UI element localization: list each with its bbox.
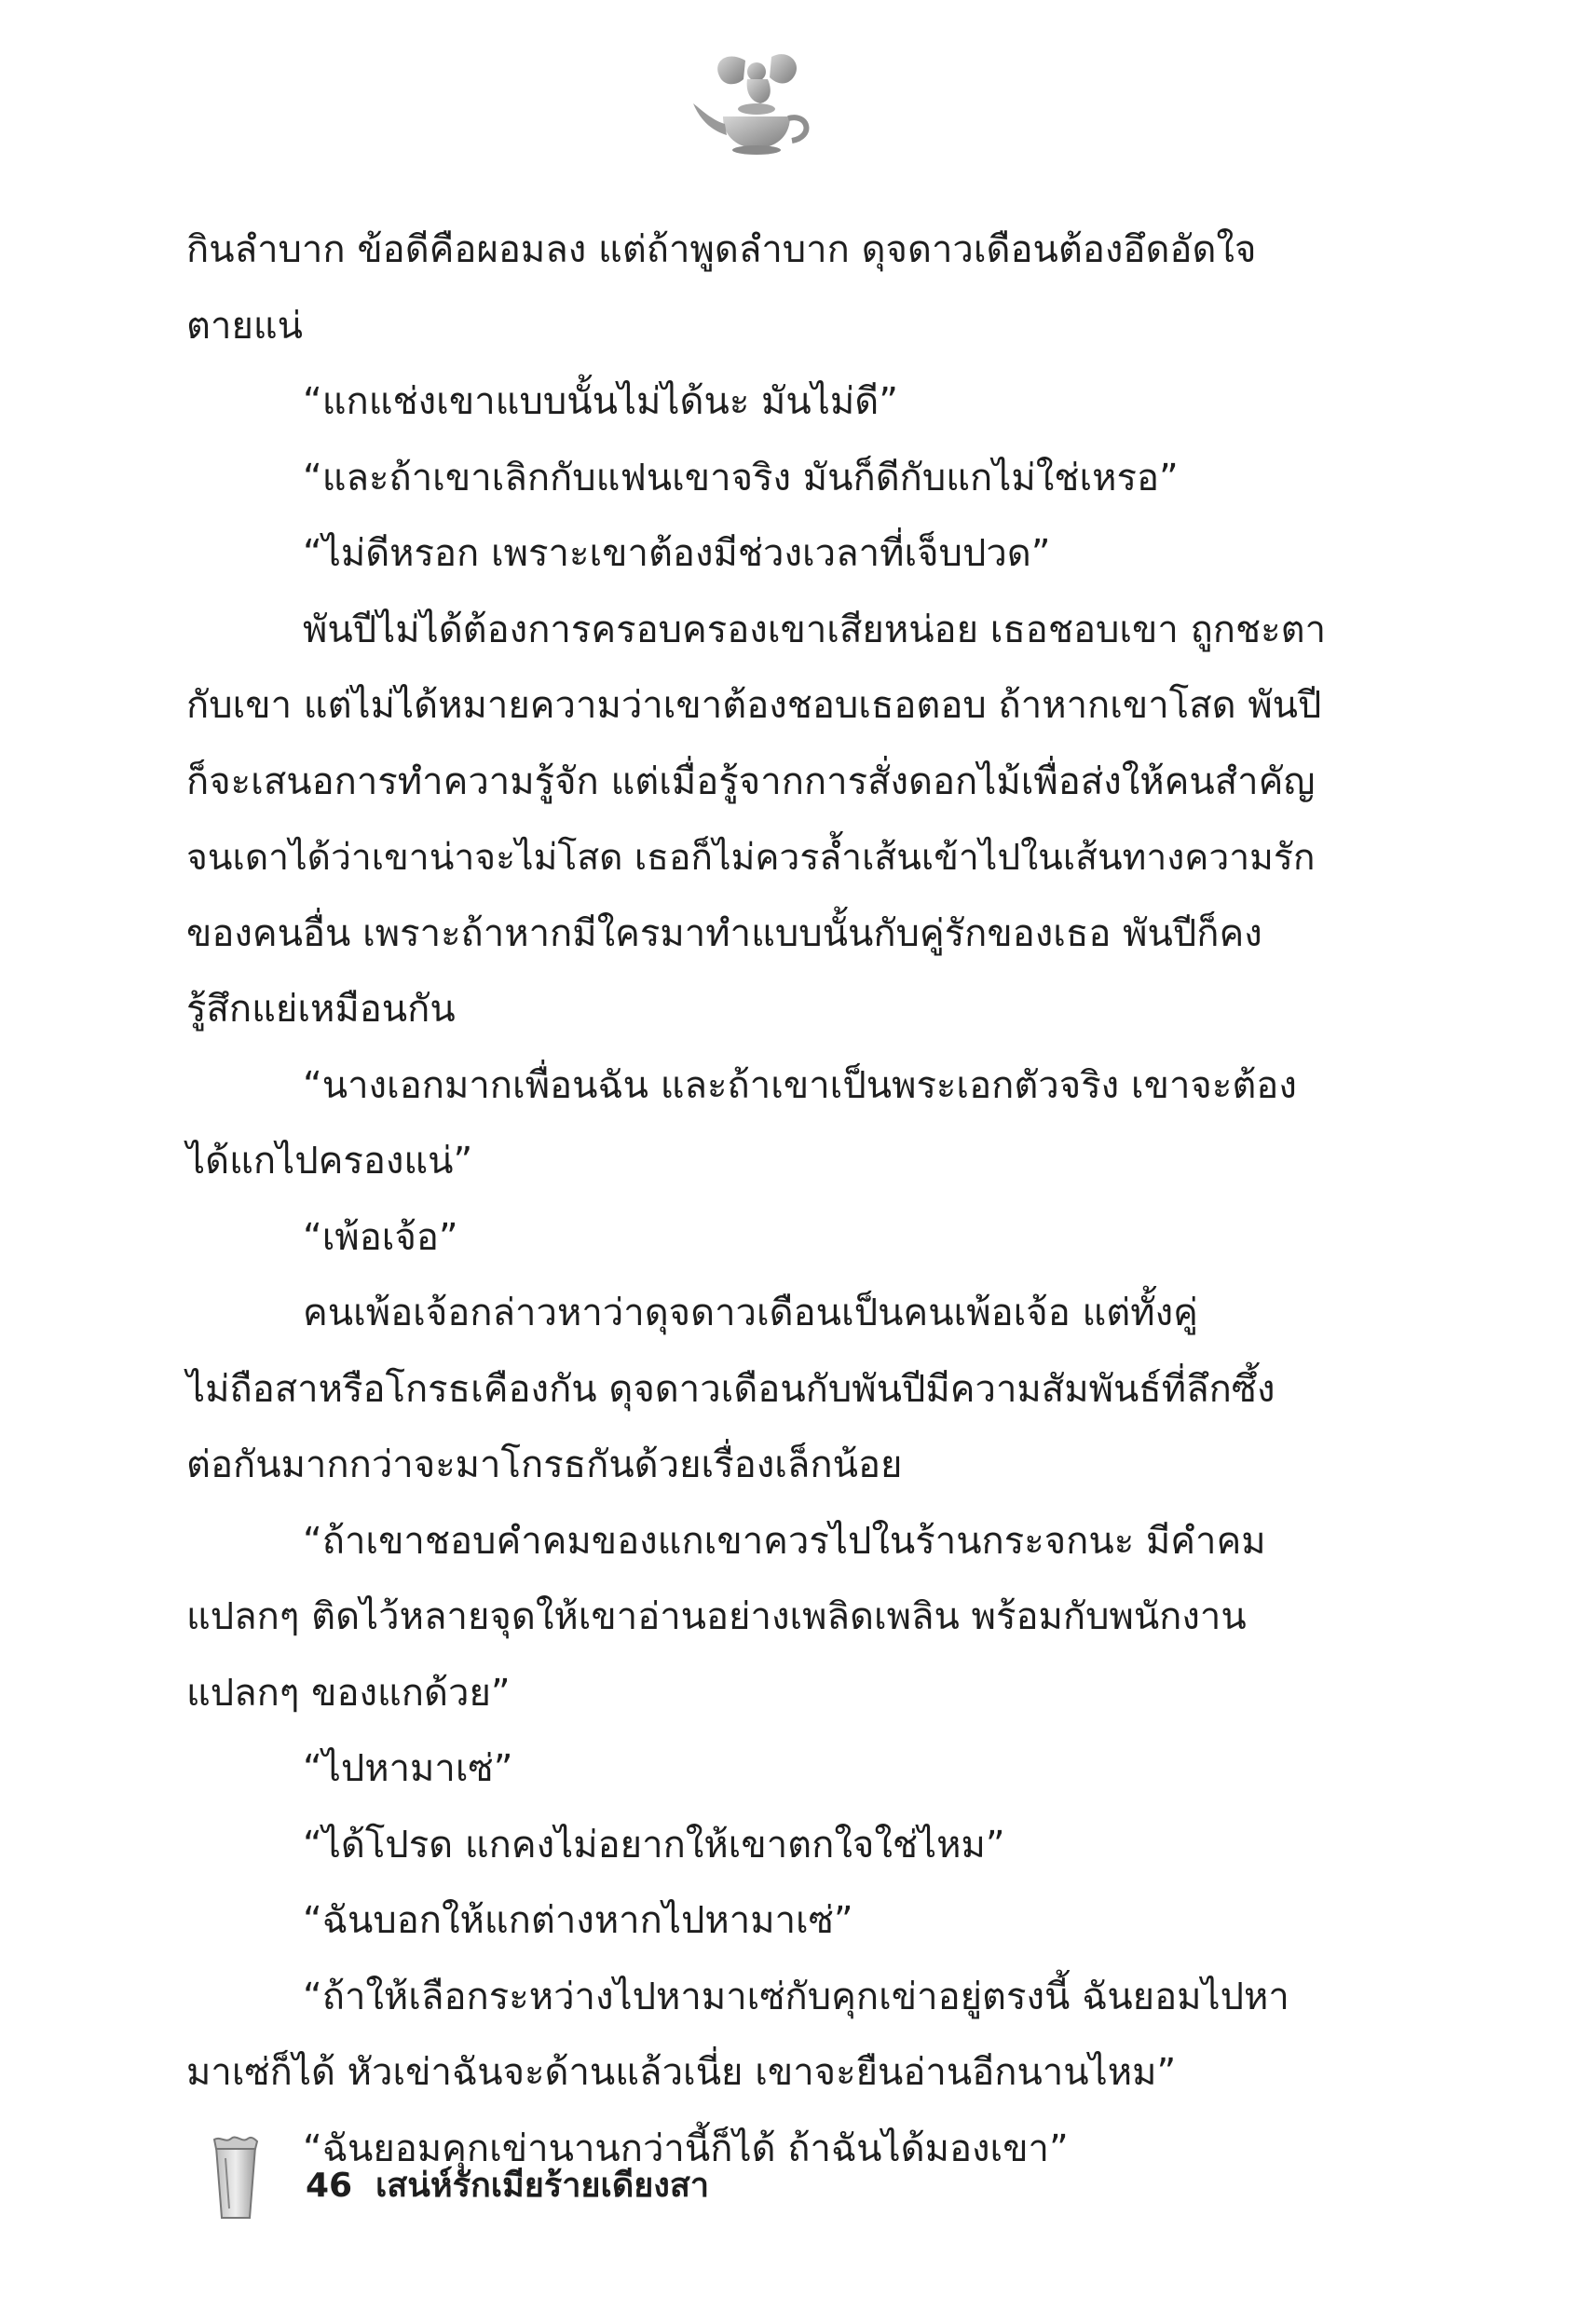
page-footer — [212, 2134, 1051, 2236]
book-title: เสน่ห์รักเมียร้ายเดียงสา — [375, 2167, 710, 2205]
text-line: “และถ้าเขาเลิกกับแฟนเขาจริง มันก็ดีกับแกไม่ใช่เหรอ” — [303, 456, 1179, 499]
text-line: “ถ้าให้เลือกระหว่างไปหามาเซ่กับคุกเข่าอยู่ตรงนี้ ฉันยอมไปหา — [303, 1975, 1289, 2018]
text-line: “ไม่ดีหรอก เพราะเขาต้องมีช่วงเวลาที่เจ็บปวด” — [303, 532, 1051, 575]
text-line: “แกแช่งเขาแบบนั้นไม่ได้นะ มันไม่ดี” — [303, 380, 898, 423]
cupid-teapot-ornament-icon — [689, 51, 820, 158]
paper-cup-icon — [212, 2134, 259, 2222]
text-line: ได้แกไปครองแน่” — [186, 1140, 473, 1183]
text-line: “ฉันยอมคุกเข่านานกว่านี้ก็ได้ ถ้าฉันได้มองเขา” — [303, 2126, 1069, 2170]
text-line: พันปีไม่ได้ต้องการครอบครองเขาเสียหน่อย เธอชอบเขา ถูกชะตา — [303, 608, 1327, 651]
text-line: กับเขา แต่ไม่ได้หมายความว่าเขาต้องชอบเธอตอบ ถ้าหากเขาโสด พันปี — [186, 684, 1322, 727]
text-line: คนเพ้อเจ้อกล่าวหาว่าดุจดาวเดือนเป็นคนเพ้อเจ้อ แต่ทั้งคู่ — [303, 1292, 1198, 1334]
text-line: “ถ้าเขาชอบคำคมของแกเขาควรไปในร้านกระจกนะ มีคำคม — [303, 1519, 1266, 1563]
text-line: “ฉันบอกให้แกต่างหากไปหามาเซ่” — [303, 1899, 853, 1942]
text-line: รู้สึกแย่เหมือนกัน — [186, 988, 456, 1031]
text-line: “นางเอกมากเพื่อนฉัน และถ้าเขาเป็นพระเอกตัวจริง เขาจะต้อง — [303, 1063, 1297, 1107]
page-body-text — [186, 212, 1332, 2187]
text-line: ตายแน่ — [186, 304, 303, 348]
text-line: ก็จะเสนอการทำความรู้จัก แต่เมื่อรู้จากการสั่งดอกไม้เพื่อส่งให้คนสำคัญ — [186, 759, 1316, 803]
text-line: จนเดาได้ว่าเขาน่าจะไม่โสด เธอก็ไม่ควรล้ำเส้นเข้าไปในเส้นทางความรัก — [186, 837, 1316, 879]
text-line: ไม่ถือสาหรือโกรธเคืองกัน ดุจดาวเดือนกับพันปีมีความสัมพันธ์ที่ลึกซึ้ง — [186, 1367, 1275, 1411]
text-line: ต่อกันมากกว่าจะมาโกรธกันด้วยเรื่องเล็กน้อย — [186, 1443, 903, 1486]
text-line: กินลำบาก ข้อดีคือผอมลง แต่ถ้าพูดลำบาก ดุจดาวเดือนต้องอึดอัดใจ — [186, 228, 1257, 271]
text-line: มาเซ่ก็ได้ หัวเข่าฉันจะด้านแล้วเนี่ย เขาจะยืนอ่านอีกนานไหม” — [186, 2051, 1177, 2094]
page-number: 46 — [306, 2167, 353, 2205]
text-line: แปลกๆ ติดไว้หลายจุดให้เขาอ่านอย่างเพลิดเพลิน พร้อมกับพนักงาน — [186, 1595, 1247, 1638]
text-line: “ได้โปรด แกคงไม่อยากให้เขาตกใจใช่ไหม” — [303, 1823, 1005, 1867]
text-line: แปลกๆ ของแกด้วย” — [186, 1671, 511, 1715]
text-line: “เพ้อเจ้อ” — [303, 1215, 458, 1259]
text-line: “ไปหามาเซ่” — [303, 1747, 513, 1790]
text-line: ของคนอื่น เพราะถ้าหากมีใครมาทำแบบนั้นกับคู่รักของเธอ พันปีก็คง — [186, 911, 1262, 955]
